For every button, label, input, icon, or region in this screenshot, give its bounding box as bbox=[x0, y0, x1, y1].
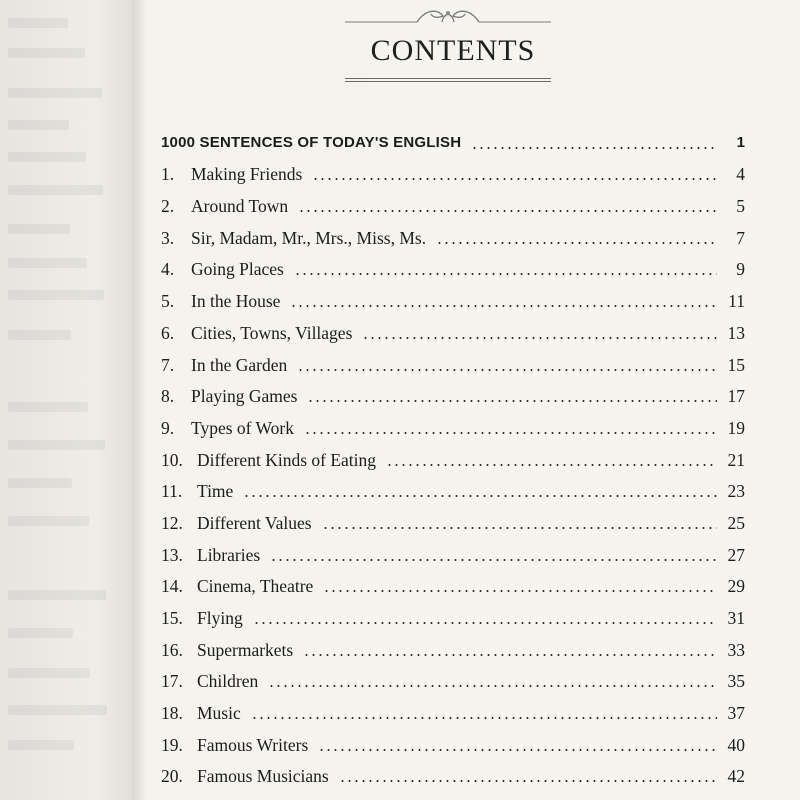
toc-entry[interactable] bbox=[161, 343, 745, 375]
toc-entry[interactable] bbox=[161, 660, 745, 692]
toc-entry-page: 19 bbox=[727, 417, 745, 438]
toc-entry-title: Sir, Madam, Mr., Mrs., Miss, Ms. bbox=[191, 227, 427, 248]
facing-page-text bbox=[8, 224, 70, 234]
toc-entry-page: 7 bbox=[736, 227, 745, 248]
toc-entry-label bbox=[161, 386, 297, 406]
toc-entry-number: 2. bbox=[161, 196, 175, 217]
toc-entry-page: 29 bbox=[727, 576, 745, 597]
facing-page-text bbox=[8, 668, 90, 678]
toc-heading-label: 1000 SENTENCES OF TODAY'S ENGLISH bbox=[161, 133, 462, 151]
toc-entry-title: Libraries bbox=[197, 544, 261, 565]
toc-entry-label bbox=[161, 291, 280, 311]
title-rule-bottom bbox=[345, 81, 551, 82]
facing-page-text bbox=[8, 740, 74, 750]
toc-entry-title: Different Values bbox=[197, 512, 312, 533]
toc-entry-label bbox=[161, 703, 241, 723]
toc-entry-label bbox=[161, 513, 312, 533]
toc-entry-number: 12. bbox=[161, 512, 183, 533]
leader-dots bbox=[303, 654, 717, 656]
toc-entry[interactable] bbox=[161, 153, 745, 185]
facing-page-text bbox=[8, 402, 88, 412]
toc-entry-page: 17 bbox=[727, 386, 745, 407]
toc-entry-page: 9 bbox=[736, 259, 745, 280]
leader-dots bbox=[362, 337, 717, 339]
toc-entry-label bbox=[161, 196, 288, 216]
leader-dots bbox=[436, 242, 717, 244]
toc-entry-number: 5. bbox=[161, 291, 175, 312]
toc-entry-page: 25 bbox=[727, 512, 745, 533]
toc-entry-page: 23 bbox=[727, 481, 745, 502]
toc-entry-number: 17. bbox=[161, 671, 183, 692]
toc-entry-label bbox=[161, 228, 426, 248]
toc-entry[interactable] bbox=[161, 501, 745, 533]
toc-entry-title: Supermarkets bbox=[197, 639, 294, 660]
toc-entry-label bbox=[161, 608, 243, 628]
leader-dots bbox=[304, 432, 717, 434]
facing-page-text bbox=[8, 258, 87, 268]
leader-dots bbox=[322, 527, 717, 529]
toc-entry-page: 13 bbox=[727, 322, 745, 343]
toc-entry-label bbox=[161, 259, 284, 279]
facing-page-text bbox=[8, 628, 73, 638]
toc-entry-title: In the Garden bbox=[191, 354, 288, 375]
leader-dots bbox=[298, 210, 717, 212]
ornament-icon bbox=[345, 4, 551, 28]
toc-entry-label bbox=[161, 766, 329, 786]
toc-entry-label bbox=[161, 355, 287, 375]
toc-entry-number: 4. bbox=[161, 259, 175, 280]
toc-entry-title: Cinema, Theatre bbox=[197, 576, 314, 597]
toc-entry-title: Types of Work bbox=[191, 417, 295, 438]
leader-dots bbox=[471, 147, 717, 149]
facing-page-text bbox=[8, 330, 71, 340]
facing-page-text bbox=[8, 590, 106, 600]
toc-entry-label bbox=[161, 164, 302, 184]
toc-entry-page: 40 bbox=[727, 734, 745, 755]
leader-dots bbox=[270, 559, 717, 561]
leader-dots bbox=[307, 400, 717, 402]
toc-entry-page: 37 bbox=[727, 703, 745, 724]
toc-entry[interactable] bbox=[161, 279, 745, 311]
toc-entry-label bbox=[161, 735, 308, 755]
toc-entry-number: 15. bbox=[161, 608, 183, 628]
toc-entry[interactable] bbox=[161, 438, 745, 470]
leader-dots bbox=[339, 780, 717, 782]
toc-entry-page: 11 bbox=[728, 291, 745, 312]
toc-entry[interactable] bbox=[161, 311, 745, 343]
toc-entry[interactable] bbox=[161, 406, 745, 438]
toc-entry-page: 5 bbox=[736, 196, 745, 217]
toc-entry-page: 21 bbox=[727, 449, 745, 470]
facing-page-text bbox=[8, 705, 107, 715]
toc-entry-label bbox=[161, 545, 260, 565]
toc-entry-title: Around Town bbox=[191, 196, 289, 217]
leader-dots bbox=[251, 717, 717, 719]
toc-entry-label bbox=[161, 323, 352, 343]
toc-entry-title: Famous Musicians bbox=[197, 766, 329, 787]
leader-dots bbox=[386, 464, 717, 466]
table-of-contents bbox=[161, 121, 745, 786]
toc-entry-page: 15 bbox=[727, 354, 745, 375]
toc-entry-label bbox=[161, 450, 376, 470]
toc-entry-page: 33 bbox=[727, 639, 745, 660]
leader-dots bbox=[268, 685, 717, 687]
toc-entry-number: 18. bbox=[161, 703, 183, 724]
toc-entry-number: 7. bbox=[161, 354, 175, 375]
toc-entry-title: Music bbox=[197, 703, 241, 724]
title-rule-top bbox=[345, 78, 551, 79]
facing-page-text bbox=[8, 516, 89, 526]
toc-entry-page: 35 bbox=[727, 671, 745, 692]
toc-entry[interactable] bbox=[161, 755, 745, 787]
toc-entry-title: Flying bbox=[197, 608, 243, 628]
toc-entry-page: 42 bbox=[727, 766, 745, 787]
leader-dots bbox=[294, 273, 717, 275]
facing-page-text bbox=[8, 478, 72, 488]
toc-entry-title: Cities, Towns, Villages bbox=[191, 322, 353, 343]
toc-entry-title: Famous Writers bbox=[197, 734, 309, 755]
toc-entry-number: 6. bbox=[161, 322, 175, 343]
toc-entry[interactable] bbox=[161, 628, 745, 660]
toc-entry-title: Going Places bbox=[191, 259, 284, 280]
toc-entry-label bbox=[161, 418, 294, 438]
page-title: CONTENTS bbox=[370, 34, 536, 67]
toc-entry-title: Playing Games bbox=[191, 386, 298, 407]
leader-dots bbox=[312, 178, 717, 180]
facing-page-text bbox=[8, 185, 103, 195]
toc-entry-number: 20. bbox=[161, 766, 183, 787]
toc-entry-title: In the House bbox=[191, 291, 281, 312]
toc-entry-number: 8. bbox=[161, 386, 175, 407]
facing-page-text bbox=[8, 88, 102, 98]
toc-entry-number: 16. bbox=[161, 639, 183, 660]
toc-entry-label bbox=[161, 640, 293, 660]
leader-dots bbox=[290, 305, 717, 307]
facing-page-text bbox=[8, 152, 86, 162]
facing-page-text bbox=[8, 290, 104, 300]
toc-entry[interactable] bbox=[161, 216, 745, 248]
toc-heading-page: 1 bbox=[736, 133, 745, 151]
toc-entry-number: 3. bbox=[161, 227, 175, 248]
toc-entry[interactable] bbox=[161, 596, 745, 628]
facing-page bbox=[0, 0, 133, 800]
leader-dots bbox=[323, 590, 717, 592]
facing-page-text bbox=[8, 440, 105, 450]
toc-entry-title: Time bbox=[197, 481, 234, 502]
toc-entry-label bbox=[161, 481, 233, 501]
toc-entry[interactable] bbox=[161, 691, 745, 723]
toc-entry-title: Making Friends bbox=[191, 164, 303, 185]
toc-entry-title: Children bbox=[197, 671, 259, 692]
toc-entry-number: 13. bbox=[161, 544, 183, 565]
leader-dots bbox=[297, 369, 717, 371]
toc-entry[interactable] bbox=[161, 375, 745, 407]
toc-entry[interactable] bbox=[161, 533, 745, 565]
toc-heading-row[interactable] bbox=[161, 121, 745, 153]
toc-entry-page: 27 bbox=[727, 544, 745, 565]
toc-entry-number: 10. bbox=[161, 449, 183, 470]
facing-page-text bbox=[8, 18, 68, 28]
toc-entry-number: 9. bbox=[161, 417, 175, 438]
book-gutter bbox=[132, 0, 146, 800]
toc-entry[interactable] bbox=[161, 248, 745, 280]
toc-entry[interactable] bbox=[161, 184, 745, 216]
leader-dots bbox=[243, 495, 717, 497]
toc-entry-number: 11. bbox=[161, 481, 183, 502]
toc-entry-number: 14. bbox=[161, 576, 183, 597]
toc-entry-title: Different Kinds of Eating bbox=[197, 449, 377, 470]
facing-page-text bbox=[8, 120, 69, 130]
toc-entry-label bbox=[161, 671, 258, 691]
toc-entry[interactable] bbox=[161, 565, 745, 597]
toc-entry-number: 1. bbox=[161, 164, 175, 185]
toc-entry-page: 31 bbox=[727, 608, 745, 628]
toc-entry-number: 19. bbox=[161, 734, 183, 755]
leader-dots bbox=[318, 749, 717, 751]
toc-entry[interactable] bbox=[161, 470, 745, 502]
leader-dots bbox=[253, 622, 717, 624]
toc-entry[interactable] bbox=[161, 723, 745, 755]
toc-entry-page: 4 bbox=[736, 164, 745, 185]
toc-entry-label bbox=[161, 576, 313, 596]
